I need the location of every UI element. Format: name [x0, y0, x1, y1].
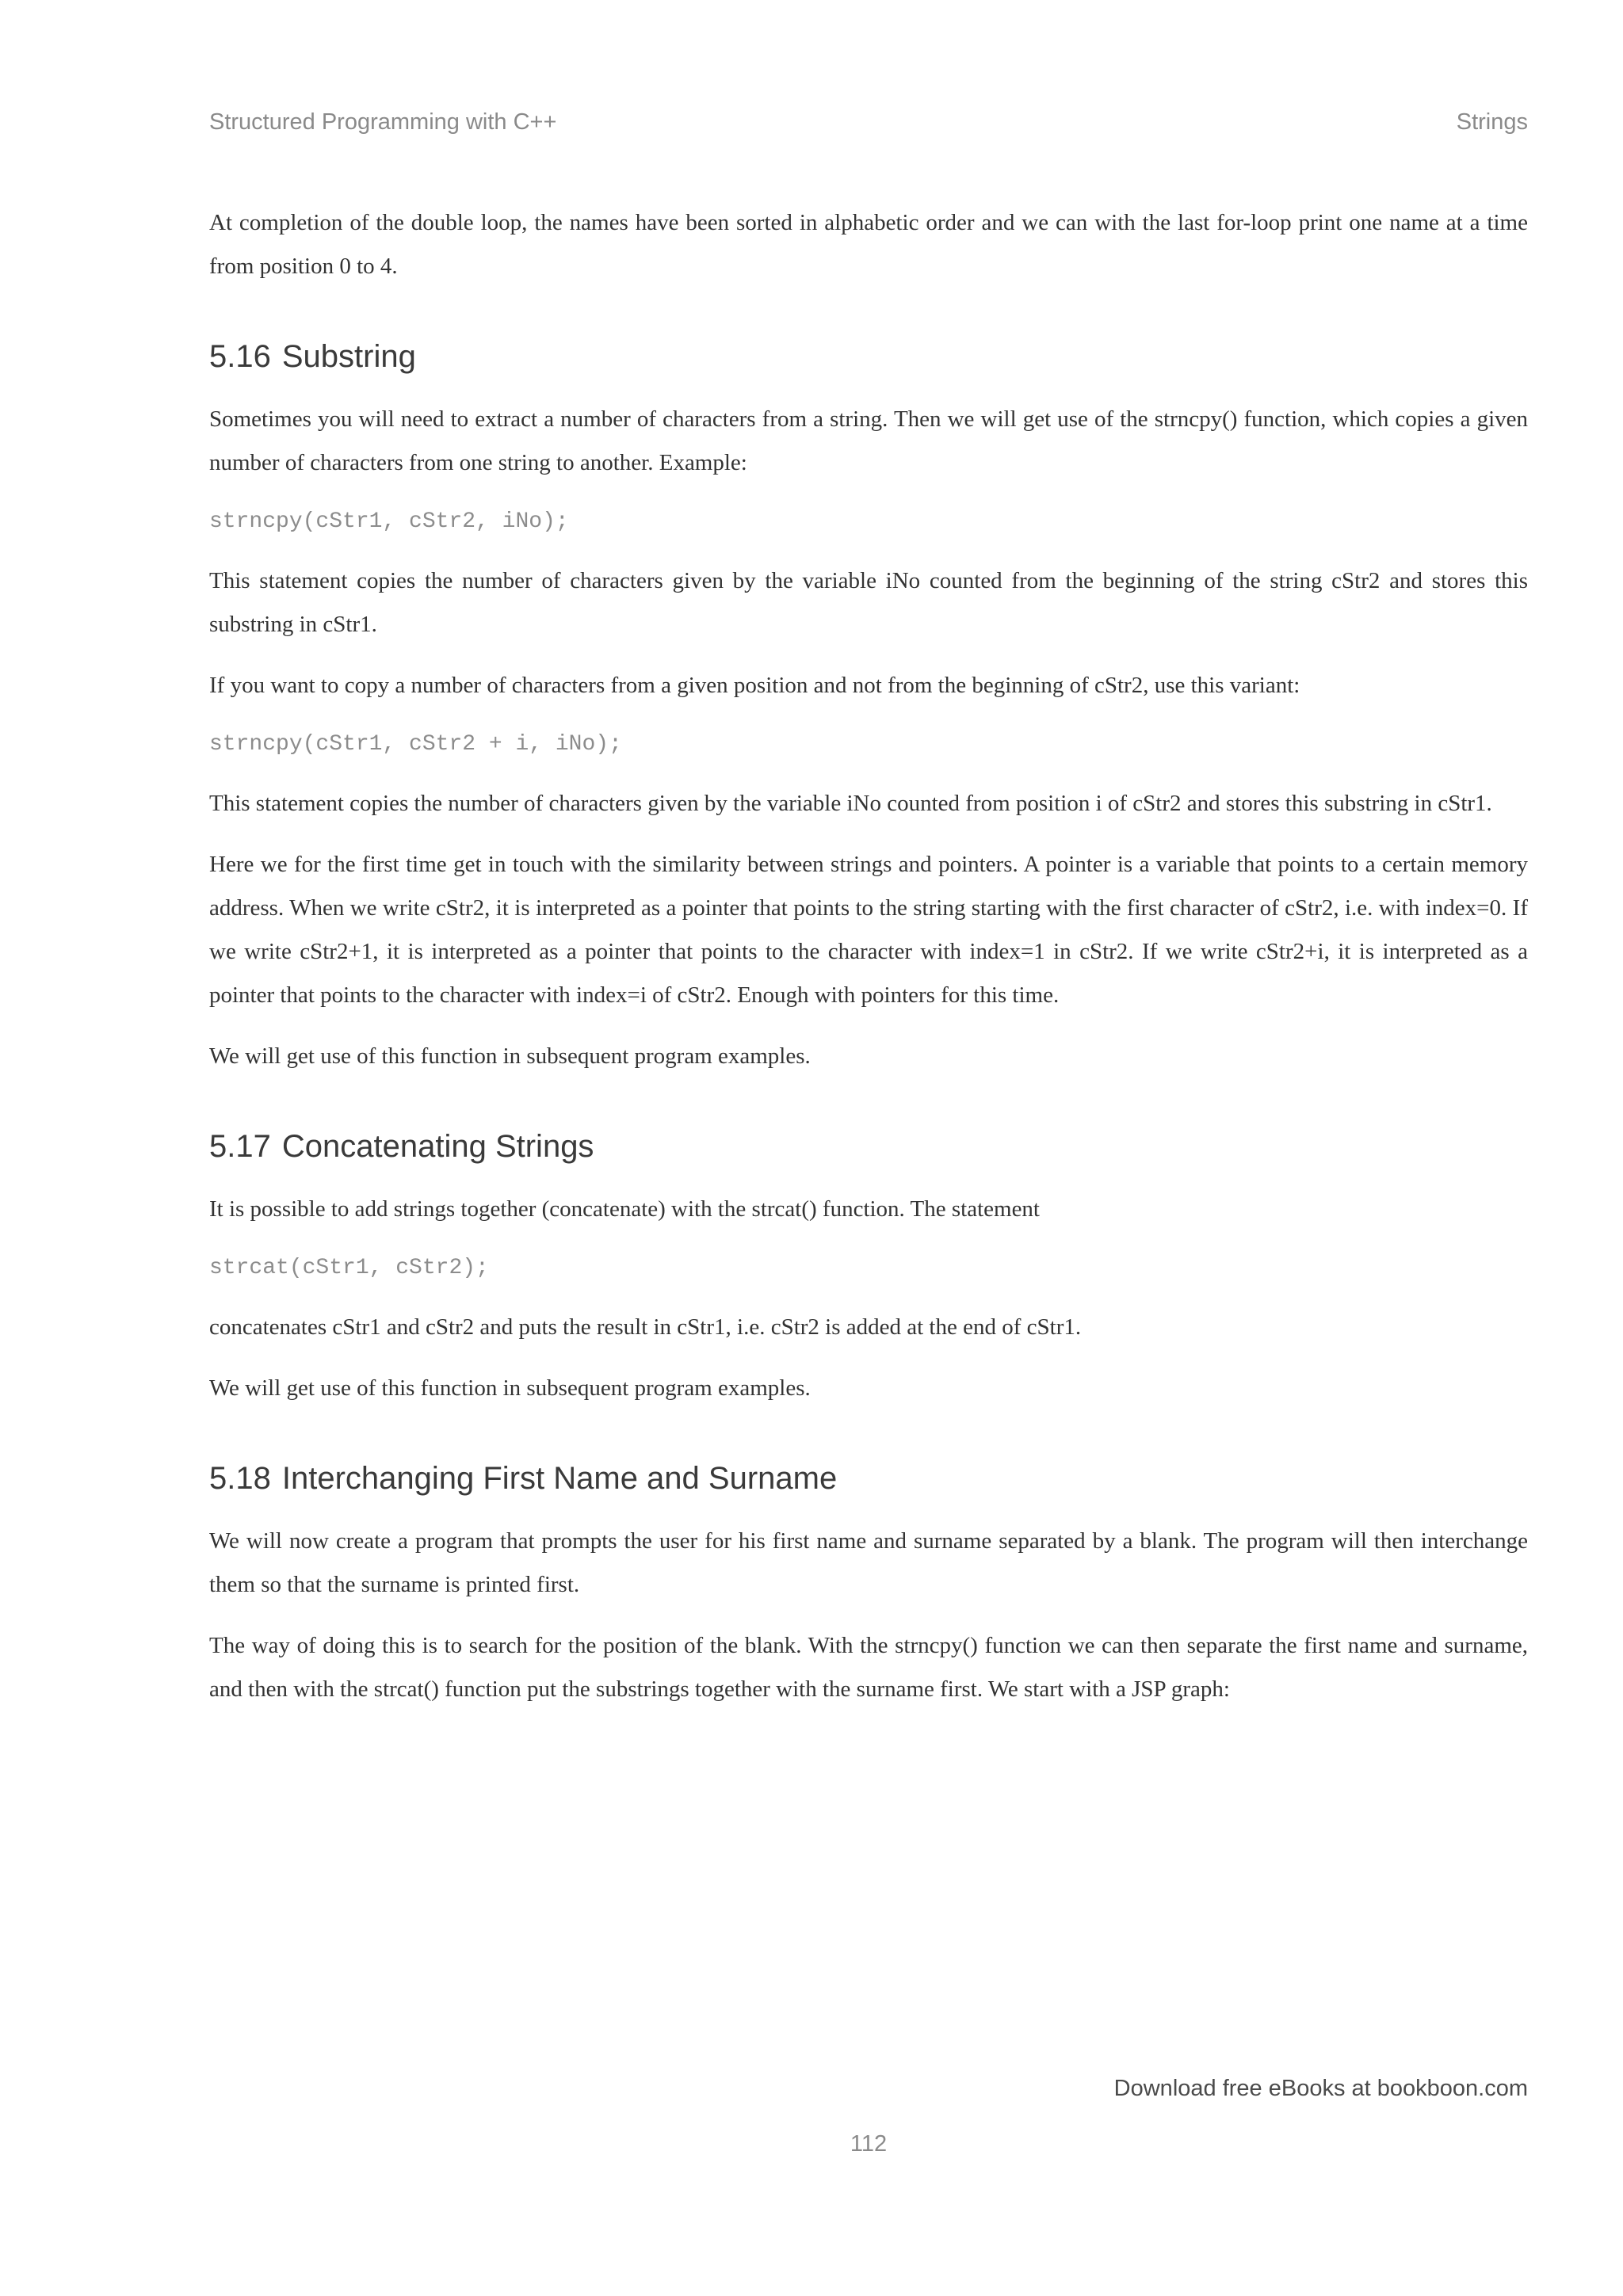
- page-number: 112: [850, 2131, 888, 2157]
- paragraph: If you want to copy a number of characters from a given position and not from the beginning of cStr2, use this variant:: [209, 673, 1300, 698]
- section-number: 5.17: [209, 1129, 271, 1164]
- section-number: 5.16: [209, 339, 271, 374]
- section-heading-concatenating-strings: [209, 1124, 1528, 1169]
- paragraph: We will now create a program that prompts the user for his first name and surname separated by a blank. The program will then interchange them so that the surname is printed first.: [209, 1528, 1528, 1597]
- paragraph: concatenates cStr1 and cStr2 and puts the result in cStr1, i.e. cStr2 is added at the end of cStr1.: [209, 1314, 1082, 1340]
- code-snippet: strncpy(cStr1, cStr2 + i, iNo);: [209, 732, 622, 757]
- book-title: Structured Programming with C++: [209, 109, 557, 135]
- section-heading-interchanging-names: [209, 1456, 1528, 1501]
- code-snippet: strcat(cStr1, cStr2);: [209, 1256, 489, 1280]
- paragraph: The way of doing this is to search for the position of the blank. With the strncpy() function we can then separate the first name and surname, and then with the strcat() function put the substrings together with the surname first. We start with a JSP graph:: [209, 1633, 1528, 1702]
- footer-promo-link[interactable]: Download free eBooks at bookboon.com: [1113, 2076, 1528, 2101]
- paragraph: We will get use of this function in subsequent program examples.: [209, 1043, 811, 1069]
- section-title: Substring: [281, 339, 416, 374]
- page-body: [209, 201, 1528, 1729]
- section-title: Interchanging First Name and Surname: [281, 1461, 838, 1496]
- paragraph: This statement copies the number of characters given by the variable iNo counted from the beginning of the string cStr2 and stores this substring in cStr1.: [209, 568, 1528, 637]
- paragraph: This statement copies the number of characters given by the variable iNo counted from position i of cStr2 and stores this substring in cStr1.: [209, 791, 1492, 816]
- paragraph: We will get use of this function in subsequent program examples.: [209, 1375, 811, 1401]
- section-title: Concatenating Strings: [281, 1129, 594, 1164]
- running-header: [209, 109, 1528, 135]
- paragraph: Here we for the first time get in touch with the similarity between strings and pointers. A pointer is a variable that points to a certain memory address. When we write cStr2, it is interpreted as a pointer that points to the string starting with the first character of cStr2, i.e. with index=0. If we write cStr2+1, it is interpreted as a pointer that points to the character with index=1 in cStr2. If we write cStr2+i, it is interpreted as a pointer that points to the character with index=i of cStr2. Enough with pointers for this time.: [209, 852, 1528, 1008]
- intro-paragraph: At completion of the double loop, the names have been sorted in alphabetic order and we can with the last for-loop print one name at a time from position 0 to 4.: [209, 210, 1528, 279]
- section-number: 5.18: [209, 1461, 271, 1496]
- chapter-title: Strings: [1456, 109, 1528, 135]
- code-snippet: strncpy(cStr1, cStr2, iNo);: [209, 509, 569, 534]
- paragraph: It is possible to add strings together (concatenate) with the strcat() function. The statement: [209, 1196, 1040, 1222]
- document-page: [209, 0, 1528, 2296]
- paragraph: Sometimes you will need to extract a number of characters from a string. Then we will get use of the strncpy() function, which copies a given number of characters from one string to another. Example:: [209, 406, 1528, 475]
- section-heading-substring: [209, 334, 1528, 379]
